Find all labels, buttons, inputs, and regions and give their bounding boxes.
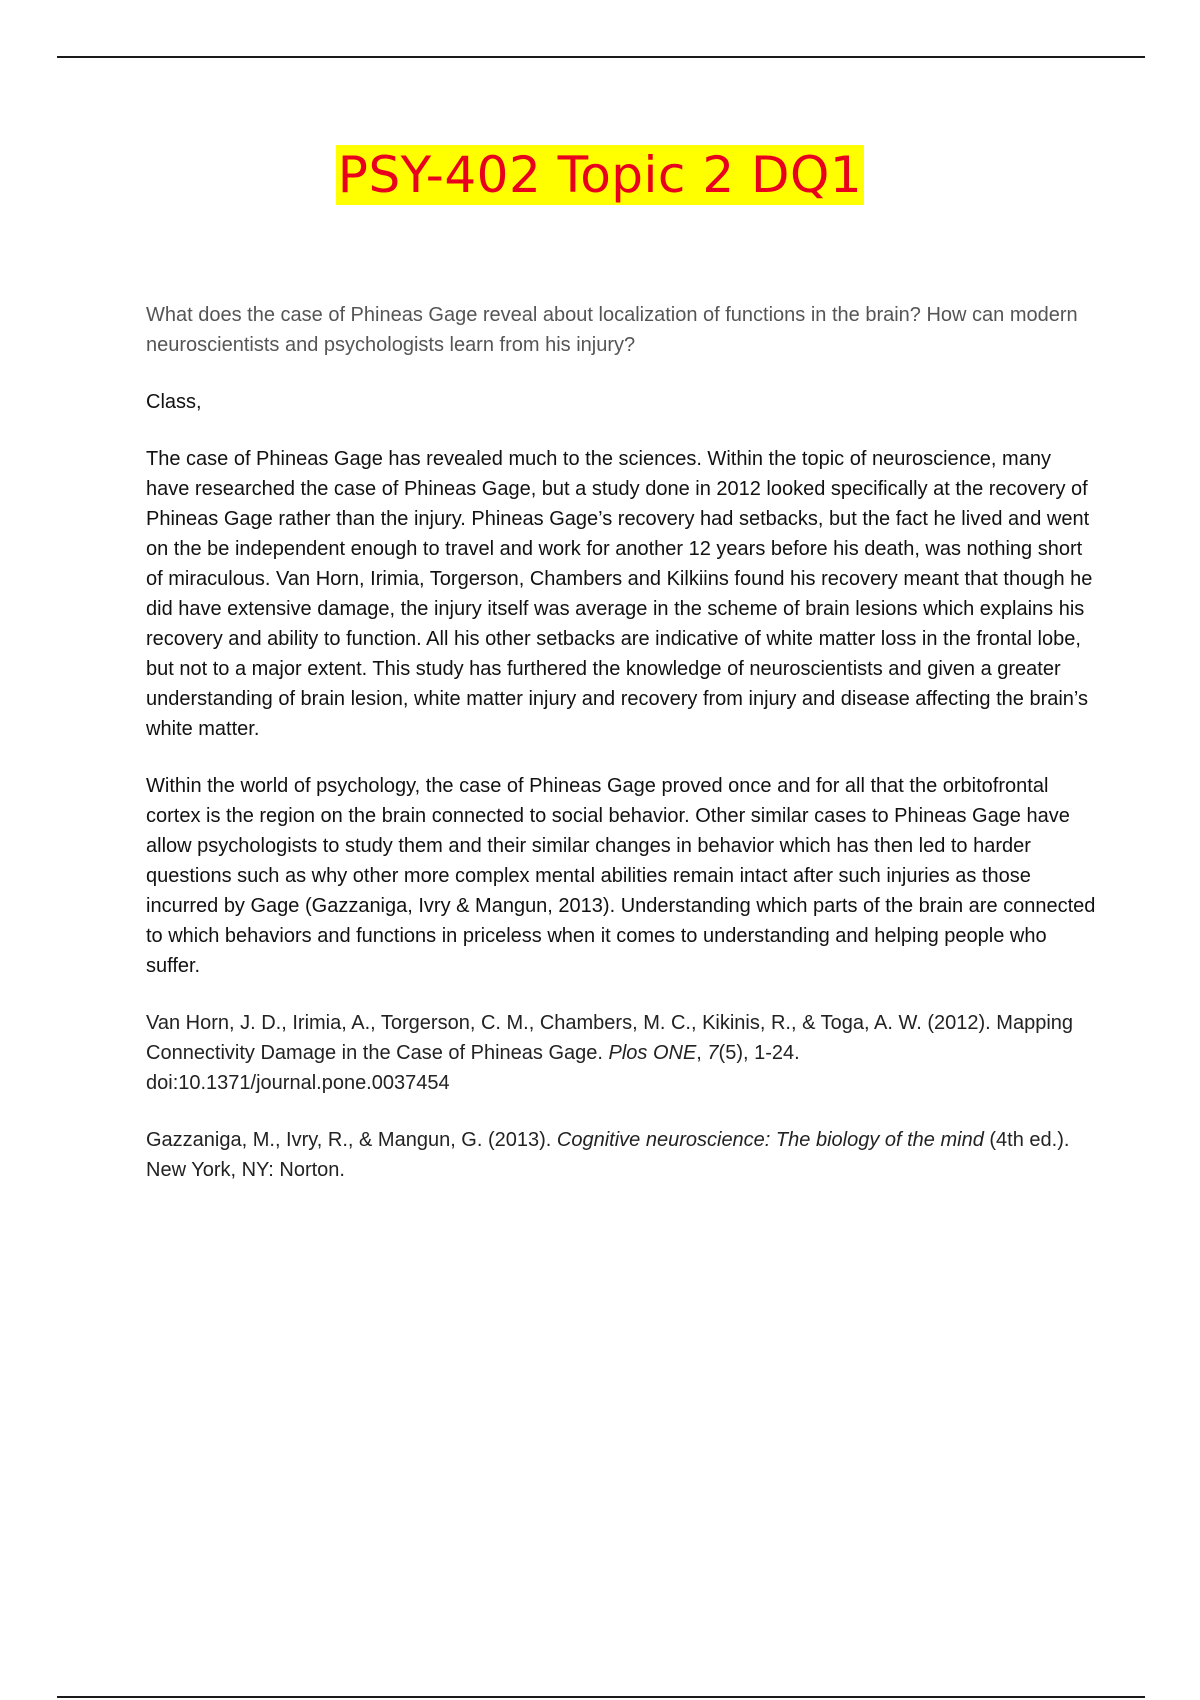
reference-van-horn-journal: Plos ONE <box>608 1042 697 1064</box>
paragraph-neuroscience: The case of Phineas Gage has revealed much to the sciences. Within the topic of neuroscience, many have researched the case of Phineas Gage, but a study done in 2012 looked specifically at the recovery of Phineas Gage rather than the injury. Phineas Gage’s recovery had setbacks, but the fact he lived and went on the be independent enough to travel and work for another 12 years before his death, was nothing short of miraculous. Van Horn, Irimia, Torgerson, Chambers and Kilkiins found his recovery meant that though he did have extensive damage, the injury itself was average in the scheme of brain lesions which explains his recovery and ability to function. All his other setbacks are indicative of white matter loss in the frontal lobe, but not to a major extent. This study has furthered the knowledge of neuroscientists and given a greater understanding of brain lesion, white matter injury and recovery from injury and disease affecting the brain’s white matter. <box>146 448 1093 740</box>
top-rule <box>57 56 1145 58</box>
reference-gazzaniga-title: Cognitive neuroscience: The biology of the mind <box>556 1129 984 1151</box>
salutation: Class, <box>146 391 202 413</box>
reference-van-horn-sep: , <box>696 1042 708 1064</box>
reference-gazzaniga-authors: Gazzaniga, M., Ivry, R., & Mangun, G. (2013). <box>146 1129 557 1151</box>
reference-van-horn-volume: 7 <box>707 1042 719 1064</box>
reference-gazzaniga <box>146 1125 1096 1185</box>
document-body <box>146 300 1096 1212</box>
title-container <box>0 145 1200 205</box>
paragraph-psychology: Within the world of psychology, the case of Phineas Gage proved once and for all that the orbitofrontal cortex is the region on the brain connected to social behavior. Other similar cases to Phineas Gage have allow psychologists to study them and their similar changes in behavior which has then led to harder questions such as why other more complex mental abilities remain intact after such injuries as those incurred by Gage (Gazzaniga, Ivry & Mangun, 2013). Understanding which parts of the brain are connected to which behaviors and functions in priceless when it comes to understanding and helping people who suffer. <box>146 775 1096 977</box>
reference-van-horn <box>146 1008 1096 1098</box>
document-title: PSY-402 Topic 2 DQ1 <box>337 146 863 204</box>
reference-van-horn-authors: Van Horn, J. D., Irimia, A., Torgerson, C. M., Chambers, M. C., Kikinis, R., & Toga, A. W. (2012). Mapping Connectivity Damage in the Case of Phineas Gage. <box>146 1012 1074 1064</box>
reference-gazzaniga-rest: (4th ed.). New York, NY: Norton. <box>146 1129 1070 1181</box>
discussion-prompt: What does the case of Phineas Gage reveal about localization of functions in the brain? How can modern neuroscientists and psychologists learn from his injury? <box>146 304 1078 356</box>
reference-van-horn-rest: (5), 1-24. doi:10.1371/journal.pone.0037454 <box>146 1042 800 1094</box>
bottom-rule <box>57 1696 1145 1698</box>
